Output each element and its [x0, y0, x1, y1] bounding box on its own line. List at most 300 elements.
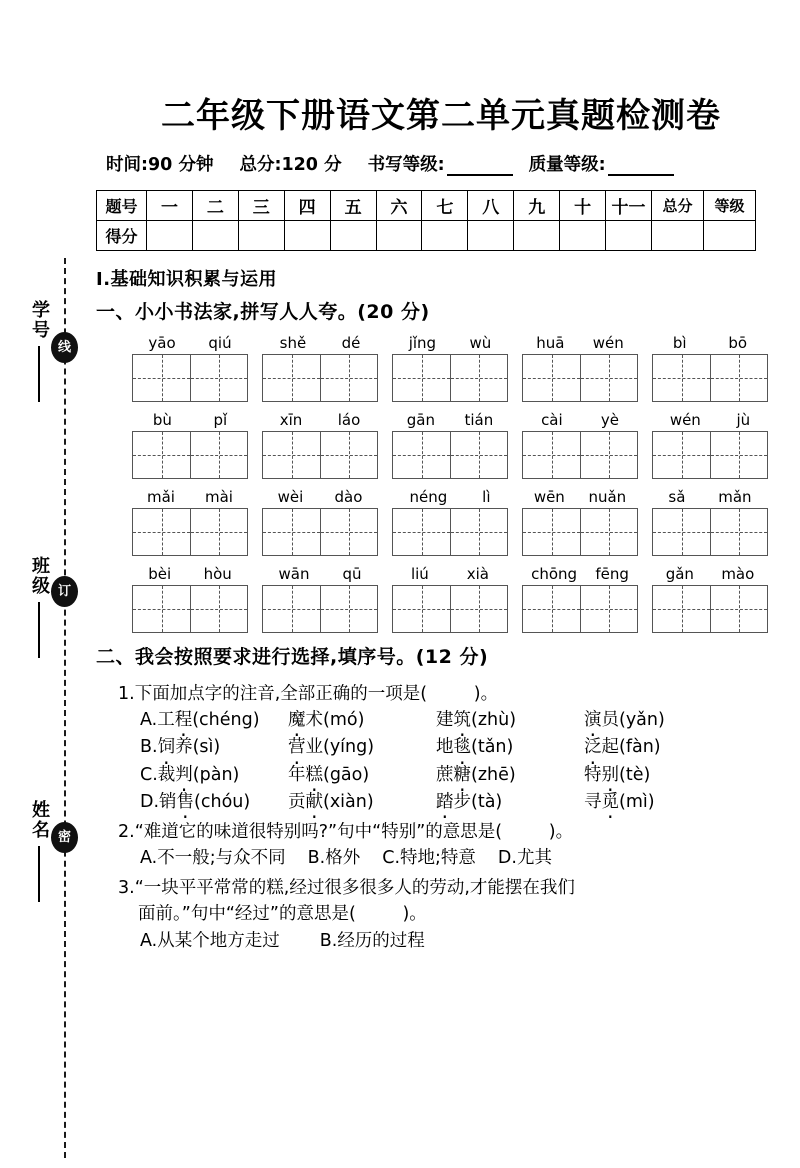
character-grid-cell[interactable]: [450, 432, 507, 478]
question-3-option-b[interactable]: [320, 928, 425, 955]
character-grid-cell[interactable]: [523, 509, 580, 555]
character-grid-pair[interactable]: [262, 508, 378, 556]
pinyin-line: [132, 334, 248, 352]
character-grid-pair[interactable]: [392, 585, 508, 633]
pinyin-line: [132, 488, 248, 506]
character-grid-cell[interactable]: [580, 355, 637, 401]
option-b-item-3[interactable]: [436, 734, 584, 761]
option-c-item-3[interactable]: [436, 762, 584, 789]
question-2-options: [96, 845, 786, 872]
character-grid-cell[interactable]: [320, 432, 377, 478]
question-1-stem: [96, 681, 786, 707]
question-2-text: “难道它的味道很特别吗?”句中“特别”的意思是(: [134, 821, 503, 842]
opt-post: (chóu): [194, 791, 251, 812]
character-grid-pair[interactable]: [652, 431, 768, 479]
row-label-question-number: 题号: [97, 191, 147, 221]
option-d-item-2[interactable]: [288, 789, 436, 816]
opt-post: 养(sì): [175, 737, 221, 758]
pinyin-line: [392, 334, 508, 352]
option-b-label: B.: [140, 737, 158, 758]
character-grid-pair[interactable]: [262, 431, 378, 479]
pinyin-syllable: mǎi: [147, 488, 175, 506]
page-title: 二年级下册语文第二单元真题检测卷: [161, 96, 721, 136]
opt-post: (xiàn): [323, 791, 374, 812]
word-group: [522, 411, 638, 479]
question-2-tail: )。: [548, 821, 574, 842]
col-header-7: 七: [422, 191, 468, 221]
character-grid-cell[interactable]: [393, 355, 450, 401]
pinyin-row: [96, 488, 786, 556]
question-3-text-line1: “一块平平常常的糕,经过很多很多人的劳动,才能摆在我们: [134, 878, 575, 899]
opt-pre: 工: [157, 710, 175, 731]
option-a-item-2[interactable]: [288, 707, 436, 734]
character-grid-cell[interactable]: [393, 509, 450, 555]
pinyin-syllable: dé: [341, 334, 361, 352]
pinyin-syllable: xià: [466, 565, 490, 583]
seal-badge-xian: 线: [51, 332, 78, 363]
opt-post: (zhù): [471, 710, 517, 731]
seal-badge-ding: 订: [51, 576, 78, 607]
pinyin-line: [262, 411, 378, 429]
pinyin-line: [262, 565, 378, 583]
col-header-3: 三: [238, 191, 284, 221]
pinyin-line: [392, 565, 508, 583]
question-3-stem: [96, 875, 786, 928]
pinyin-line: [652, 334, 768, 352]
exam-duration: 时间:90 分钟: [106, 155, 214, 175]
character-grid-cell[interactable]: [133, 355, 190, 401]
question-1-option-a: [96, 707, 786, 734]
opt-post: 业(yíng): [305, 737, 375, 758]
score-cell-7[interactable]: [422, 221, 468, 251]
character-grid-cell[interactable]: [190, 355, 247, 401]
pinyin-line: [132, 565, 248, 583]
dotted-char: 售: [176, 791, 195, 812]
opt-post: 员(yǎn): [601, 710, 665, 731]
score-cell-8[interactable]: [468, 221, 514, 251]
character-grid-cell[interactable]: [190, 586, 247, 632]
dotted-char: 筑: [453, 710, 471, 731]
pinyin-line: [522, 488, 638, 506]
question-1-number: 1.: [118, 684, 135, 704]
question-3-answer-blank[interactable]: [356, 904, 403, 924]
character-grid-cell[interactable]: [320, 509, 377, 555]
pinyin-line: [262, 334, 378, 352]
word-group: [652, 334, 768, 402]
pinyin-syllable: láo: [337, 411, 361, 429]
table-row-question-numbers: [97, 191, 756, 221]
option-c-item-2[interactable]: [288, 762, 436, 789]
character-grid-cell[interactable]: [393, 586, 450, 632]
opt-post: (zhē): [471, 764, 516, 785]
score-cell-2[interactable]: [192, 221, 238, 251]
word-group: [392, 411, 508, 479]
opt-label: A.: [140, 930, 158, 951]
exam-paper: [96, 0, 786, 1168]
class-rule: [38, 602, 40, 658]
option-a-item-3[interactable]: [436, 707, 584, 734]
dotted-char: 踏: [436, 791, 454, 812]
quality-grade-text: 质量等级:: [528, 155, 606, 175]
character-grid-pair[interactable]: [522, 508, 638, 556]
character-grid-pair[interactable]: [132, 431, 248, 479]
pinyin-syllable: tián: [464, 411, 494, 429]
character-grid-cell[interactable]: [263, 586, 320, 632]
word-group: [262, 488, 378, 556]
word-group: [262, 565, 378, 633]
seal-dashed-line: [64, 258, 66, 1158]
character-grid-cell[interactable]: [133, 509, 190, 555]
class-label: 班级: [29, 556, 50, 596]
pinyin-syllable: lì: [482, 488, 491, 506]
col-header-11: 十一: [606, 191, 652, 221]
score-cell-grade[interactable]: [704, 221, 756, 251]
pinyin-syllable: bì: [672, 334, 687, 352]
word-group: [522, 488, 638, 556]
word-group: [392, 334, 508, 402]
word-group: [132, 334, 248, 402]
pinyin-syllable: huā: [536, 334, 565, 352]
character-grid-pair[interactable]: [262, 585, 378, 633]
character-grid-cell[interactable]: [580, 432, 637, 478]
pinyin-syllable: bèi: [148, 565, 172, 583]
word-group: [652, 565, 768, 633]
pinyin-syllable: wén: [592, 334, 624, 352]
part-one-heading: Ⅰ.基础知识积累与运用: [96, 269, 278, 290]
word-group: [262, 334, 378, 402]
option-d-item-4[interactable]: [584, 789, 732, 816]
pinyin-syllable: wèi: [277, 488, 304, 506]
pinyin-syllable: shě: [279, 334, 307, 352]
pinyin-syllable: cài: [541, 411, 563, 429]
character-grid-cell[interactable]: [450, 355, 507, 401]
seal-badge-mi: 密: [51, 822, 78, 853]
opt-post: 步(tà): [453, 791, 503, 812]
character-grid-cell[interactable]: [523, 355, 580, 401]
question-3-text-line2: 面前。”句中“经过”的意思是(: [138, 904, 356, 925]
pinyin-syllable: dào: [334, 488, 363, 506]
option-d-label: D.: [140, 791, 160, 812]
section-one-heading: 一、小小书法家,拼写人人夸。(20 分): [96, 301, 430, 323]
opt-pre: 贡: [288, 791, 306, 812]
opt-pre: 蔗: [436, 764, 454, 785]
question-2-number: 2.: [118, 821, 135, 842]
character-grid-cell[interactable]: [133, 586, 190, 632]
opt-label: B.: [319, 930, 338, 951]
question-3-line2: [118, 901, 786, 927]
pinyin-syllable: fēng: [595, 565, 629, 583]
pinyin-line: [522, 411, 638, 429]
character-grid-cell[interactable]: [653, 432, 710, 478]
character-grid-pair[interactable]: [132, 585, 248, 633]
question-2-option-a[interactable]: [140, 845, 286, 872]
name-field[interactable]: [6, 800, 52, 902]
dotted-char: 饲: [157, 737, 176, 758]
pinyin-syllable: nuǎn: [588, 488, 627, 506]
opt-label: A.: [140, 848, 158, 868]
question-1-option-d: [96, 789, 786, 816]
character-grid-cell[interactable]: [263, 509, 320, 555]
question-1-option-b: [96, 734, 786, 761]
option-a-item-1[interactable]: [140, 707, 288, 734]
word-group: [392, 565, 508, 633]
question-3-tail: )。: [402, 904, 427, 925]
pinyin-syllable: gǎn: [665, 565, 694, 583]
pinyin-syllable: qiú: [208, 334, 232, 352]
character-grid-pair[interactable]: [132, 508, 248, 556]
character-grid-cell[interactable]: [523, 432, 580, 478]
character-grid-cell[interactable]: [580, 586, 637, 632]
opt-label: B.: [307, 848, 326, 868]
character-grid-pair[interactable]: [522, 354, 638, 402]
word-group: [132, 565, 248, 633]
character-grid-cell[interactable]: [263, 432, 320, 478]
question-2-option-c[interactable]: [382, 845, 476, 872]
opt-post: (tè): [619, 764, 651, 785]
col-header-grade: 等级: [704, 191, 756, 221]
pinyin-syllable: yè: [600, 411, 619, 429]
score-cell-4[interactable]: [284, 221, 330, 251]
character-grid-cell[interactable]: [133, 432, 190, 478]
pinyin-syllable: wān: [278, 565, 310, 583]
name-label: 姓名: [29, 800, 50, 840]
question-3: [96, 875, 786, 955]
score-cell-10[interactable]: [560, 221, 606, 251]
col-header-2: 二: [192, 191, 238, 221]
pinyin-line: [522, 565, 638, 583]
character-grid-pair[interactable]: [522, 431, 638, 479]
quality-grade-label: [529, 151, 674, 176]
word-group: [652, 488, 768, 556]
question-2-answer-blank[interactable]: [502, 822, 549, 842]
character-grid-pair[interactable]: [392, 508, 508, 556]
opt-pre: 销: [159, 791, 177, 812]
word-group: [392, 488, 508, 556]
opt-pre: 裁: [157, 764, 176, 785]
character-grid-cell[interactable]: [190, 509, 247, 555]
question-1-answer-blank[interactable]: [427, 684, 474, 704]
dotted-char: 毯: [453, 737, 471, 758]
pinyin-writing-block: [96, 334, 786, 633]
pinyin-line: [652, 565, 768, 583]
opt-pre: 特: [584, 764, 602, 785]
character-grid-pair[interactable]: [132, 354, 248, 402]
character-grid-cell[interactable]: [653, 355, 710, 401]
pinyin-syllable: mài: [205, 488, 233, 506]
class-field[interactable]: [6, 556, 52, 658]
pinyin-syllable: wù: [469, 334, 492, 352]
character-grid-cell[interactable]: [320, 586, 377, 632]
opt-label: C.: [382, 848, 401, 868]
pinyin-row: [96, 411, 786, 479]
score-cell-3[interactable]: [238, 221, 284, 251]
section-two-heading: 二、我会按照要求进行选择,填序号。(12 分): [96, 646, 489, 668]
score-cell-total[interactable]: [652, 221, 704, 251]
pinyin-syllable: mǎn: [718, 488, 752, 506]
opt-text: 经历的过程: [337, 930, 425, 951]
pinyin-syllable: wén: [669, 411, 701, 429]
pinyin-syllable: wēn: [533, 488, 565, 506]
character-grid-cell[interactable]: [450, 509, 507, 555]
pinyin-row: [96, 565, 786, 633]
pinyin-syllable: yāo: [148, 334, 176, 352]
quality-grade-blank[interactable]: [608, 161, 674, 176]
character-grid-cell[interactable]: [710, 509, 767, 555]
word-group: [652, 411, 768, 479]
character-grid-pair[interactable]: [652, 585, 768, 633]
question-3-option-a[interactable]: [140, 928, 280, 955]
score-cell-6[interactable]: [376, 221, 422, 251]
exam-total-score: 总分:120 分: [239, 155, 342, 175]
pinyin-line: [132, 411, 248, 429]
pinyin-syllable: xīn: [279, 411, 303, 429]
character-grid-cell[interactable]: [523, 586, 580, 632]
opt-pre: 建: [436, 710, 454, 731]
dotted-char: 营: [288, 737, 306, 758]
character-grid-cell[interactable]: [393, 432, 450, 478]
col-header-5: 五: [330, 191, 376, 221]
pinyin-line: [392, 411, 508, 429]
opt-post: (gāo): [323, 764, 370, 785]
opt-post: (chéng): [192, 710, 260, 731]
dotted-char: 觅: [601, 791, 619, 812]
col-header-4: 四: [284, 191, 330, 221]
col-header-9: 九: [514, 191, 560, 221]
student-number-label: 学号: [29, 300, 50, 340]
opt-text: 不一般;与众不同: [157, 848, 286, 868]
col-header-10: 十: [560, 191, 606, 221]
character-grid-cell[interactable]: [320, 355, 377, 401]
pinyin-syllable: néng: [409, 488, 448, 506]
character-grid-cell[interactable]: [710, 355, 767, 401]
character-grid-pair[interactable]: [392, 431, 508, 479]
student-number-rule: [38, 346, 40, 402]
question-1-text: 下面加点字的注音,全部正确的一项是(: [134, 684, 428, 704]
question-2-option-b[interactable]: [308, 845, 361, 872]
pinyin-row: [96, 334, 786, 402]
character-grid-cell[interactable]: [710, 586, 767, 632]
score-cell-1[interactable]: [147, 221, 193, 251]
pinyin-syllable: hòu: [203, 565, 232, 583]
character-grid-pair[interactable]: [262, 354, 378, 402]
opt-post: (tǎn): [471, 737, 514, 758]
score-cell-5[interactable]: [330, 221, 376, 251]
writing-grade-blank[interactable]: [447, 161, 513, 176]
character-grid-cell[interactable]: [710, 432, 767, 478]
option-c-label: C.: [140, 764, 158, 785]
word-group: [522, 334, 638, 402]
dotted-char: 程: [174, 710, 193, 731]
question-2-option-d[interactable]: [498, 845, 552, 872]
pinyin-syllable: liú: [410, 565, 429, 583]
question-3-options: [96, 928, 786, 955]
score-cell-9[interactable]: [514, 221, 560, 251]
opt-post: 术(mó): [305, 710, 365, 731]
writing-grade-text: 书写等级:: [367, 155, 445, 175]
pinyin-line: [262, 488, 378, 506]
opt-post: (mì): [619, 791, 655, 812]
pinyin-line: [652, 411, 768, 429]
opt-post: (pàn): [192, 764, 240, 785]
pinyin-syllable: jǐng: [408, 334, 437, 352]
col-header-8: 八: [468, 191, 514, 221]
character-grid-pair[interactable]: [392, 354, 508, 402]
word-group: [132, 411, 248, 479]
word-group: [132, 488, 248, 556]
character-grid-pair[interactable]: [522, 585, 638, 633]
option-b-item-4[interactable]: [584, 734, 732, 761]
option-a-label: A.: [140, 710, 158, 731]
question-1-option-c: [96, 762, 786, 789]
character-grid-cell[interactable]: [450, 586, 507, 632]
pinyin-syllable: bù: [152, 411, 172, 429]
choice-questions-block: [96, 681, 786, 955]
pinyin-syllable: gān: [406, 411, 435, 429]
pinyin-syllable: sǎ: [668, 488, 686, 506]
option-b-item-1[interactable]: [140, 734, 288, 761]
character-grid-cell[interactable]: [263, 355, 320, 401]
dotted-char: 泛: [584, 737, 602, 758]
opt-pre: 年: [288, 764, 306, 785]
pinyin-syllable: qū: [342, 565, 362, 583]
score-cell-11[interactable]: [606, 221, 652, 251]
seal-line-sidebar: [0, 0, 92, 1168]
opt-label: D.: [497, 848, 517, 868]
col-header-6: 六: [376, 191, 422, 221]
character-grid-cell[interactable]: [653, 586, 710, 632]
opt-text: 尤其: [516, 848, 552, 868]
opt-pre: 地: [436, 737, 454, 758]
option-d-item-1[interactable]: [140, 789, 288, 816]
option-a-item-4[interactable]: [584, 707, 732, 734]
dotted-char: 献: [305, 791, 323, 812]
dotted-char: 糖: [453, 764, 471, 785]
option-c-item-4[interactable]: [584, 762, 732, 789]
character-grid-cell[interactable]: [580, 509, 637, 555]
opt-post: 起(fàn): [601, 737, 661, 758]
character-grid-cell[interactable]: [190, 432, 247, 478]
character-grid-cell[interactable]: [653, 509, 710, 555]
pinyin-line: [522, 334, 638, 352]
col-header-1: 一: [147, 191, 193, 221]
dotted-char: 糕: [305, 764, 323, 785]
question-1: [96, 681, 786, 816]
word-group: [522, 565, 638, 633]
table-row-scores: [97, 221, 756, 251]
pinyin-syllable: bō: [728, 334, 748, 352]
opt-text: 从某个地方走过: [157, 930, 280, 951]
word-group: [262, 411, 378, 479]
opt-pre: 寻: [584, 791, 602, 812]
row-label-score: 得分: [97, 221, 147, 251]
dotted-char: 演: [584, 710, 602, 731]
pinyin-syllable: chōng: [531, 565, 578, 583]
student-number-field[interactable]: [6, 300, 52, 402]
writing-grade-label: [368, 151, 513, 176]
opt-text: 格外: [325, 848, 361, 868]
col-header-total: 总分: [652, 191, 704, 221]
pinyin-line: [652, 488, 768, 506]
name-rule: [38, 846, 40, 902]
option-b-item-2[interactable]: [288, 734, 436, 761]
character-grid-pair[interactable]: [652, 354, 768, 402]
question-1-tail: )。: [473, 684, 499, 704]
pinyin-line: [392, 488, 508, 506]
dotted-char: 判: [175, 764, 193, 785]
opt-text: 特地;特意: [400, 848, 476, 868]
score-table: [96, 190, 756, 251]
character-grid-pair[interactable]: [652, 508, 768, 556]
